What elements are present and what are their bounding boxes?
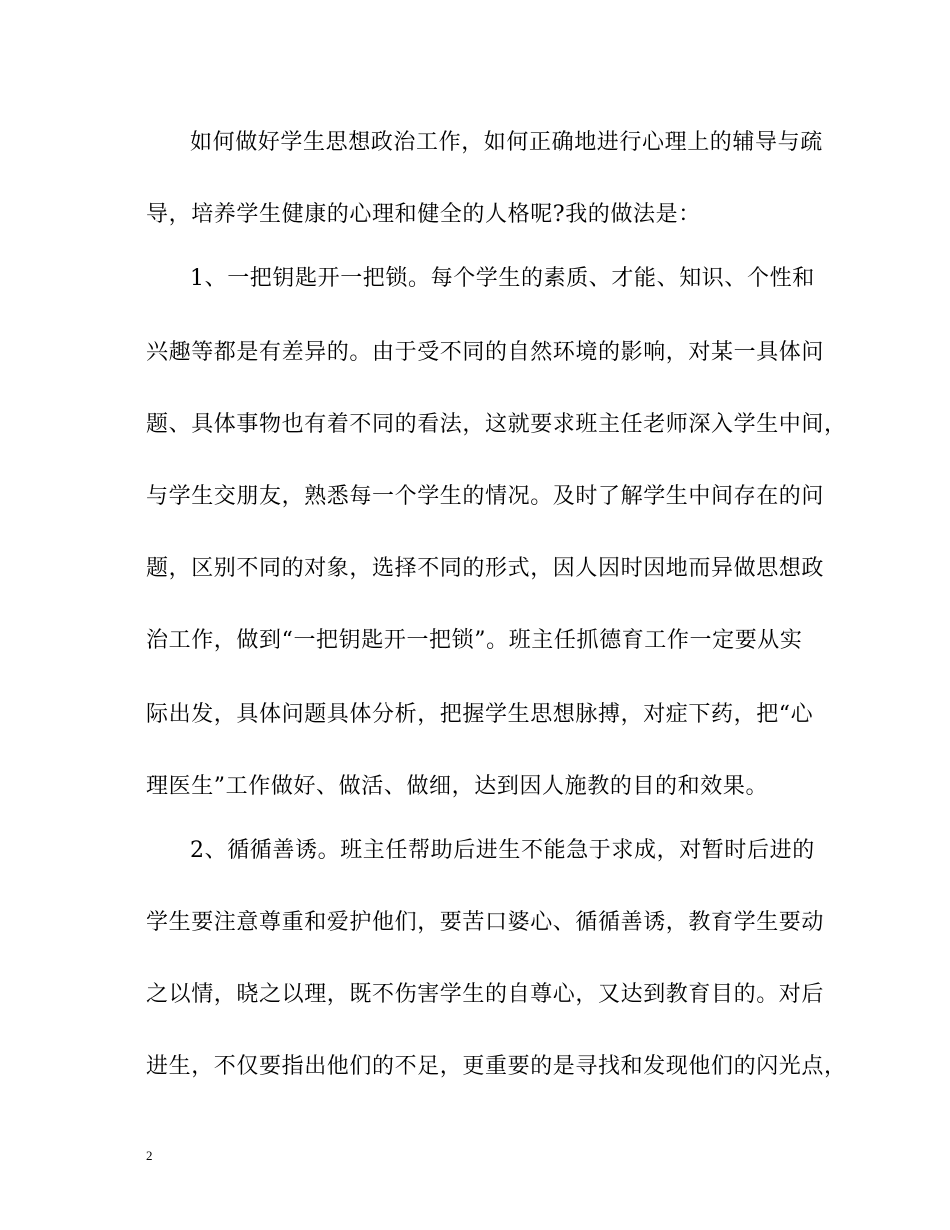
paragraph-line: 学生要注意尊重和爱护他们，要苦口婆心、循循善诱，教育学生要动 bbox=[146, 910, 825, 935]
paragraph-line: 进生，不仅要指出他们的不足，更重要的是寻找和发现他们的闪光点， bbox=[146, 1054, 847, 1079]
paragraph-line: 如何做好学生思想政治工作，如何正确地进行心理上的辅导与疏 bbox=[190, 130, 823, 155]
paragraph-line: 导，培养学生健康的心理和健全的人格呢?我的做法是： bbox=[146, 202, 701, 227]
page-number: 2 bbox=[146, 1148, 153, 1163]
paragraph-line: 与学生交朋友，熟悉每一个学生的情况。及时了解学生中间存在的问 bbox=[146, 484, 825, 509]
paragraph-line: 兴趣等都是有差异的。由于受不同的自然环境的影响，对某一具体问 bbox=[146, 340, 825, 365]
paragraph-line: 2、循循善诱。班主任帮助后进生不能急于求成，对暂时后进的 bbox=[190, 838, 815, 863]
paragraph-line: 治工作，做到“一把钥匙开一把锁”。班主任抓德育工作一定要从实 bbox=[146, 628, 803, 653]
paragraph-line: 题、具体事物也有着不同的看法，这就要求班主任老师深入学生中间， bbox=[146, 412, 847, 437]
paragraph-line: 题，区别不同的对象，选择不同的形式，因人因时因地而异做思想政 bbox=[146, 556, 825, 581]
paragraph-line: 之以情，晓之以理，既不伤害学生的自尊心，又达到教育目的。对后 bbox=[146, 982, 825, 1007]
paragraph-line: 际出发，具体问题具体分析，把握学生思想脉搏，对症下药，把“心 bbox=[146, 702, 814, 727]
paragraph-line: 理医生”工作做好、做活、做细，达到因人施教的目的和效果。 bbox=[146, 774, 769, 799]
paragraph-line: 1、一把钥匙开一把锁。每个学生的素质、才能、知识、个性和 bbox=[190, 266, 815, 291]
